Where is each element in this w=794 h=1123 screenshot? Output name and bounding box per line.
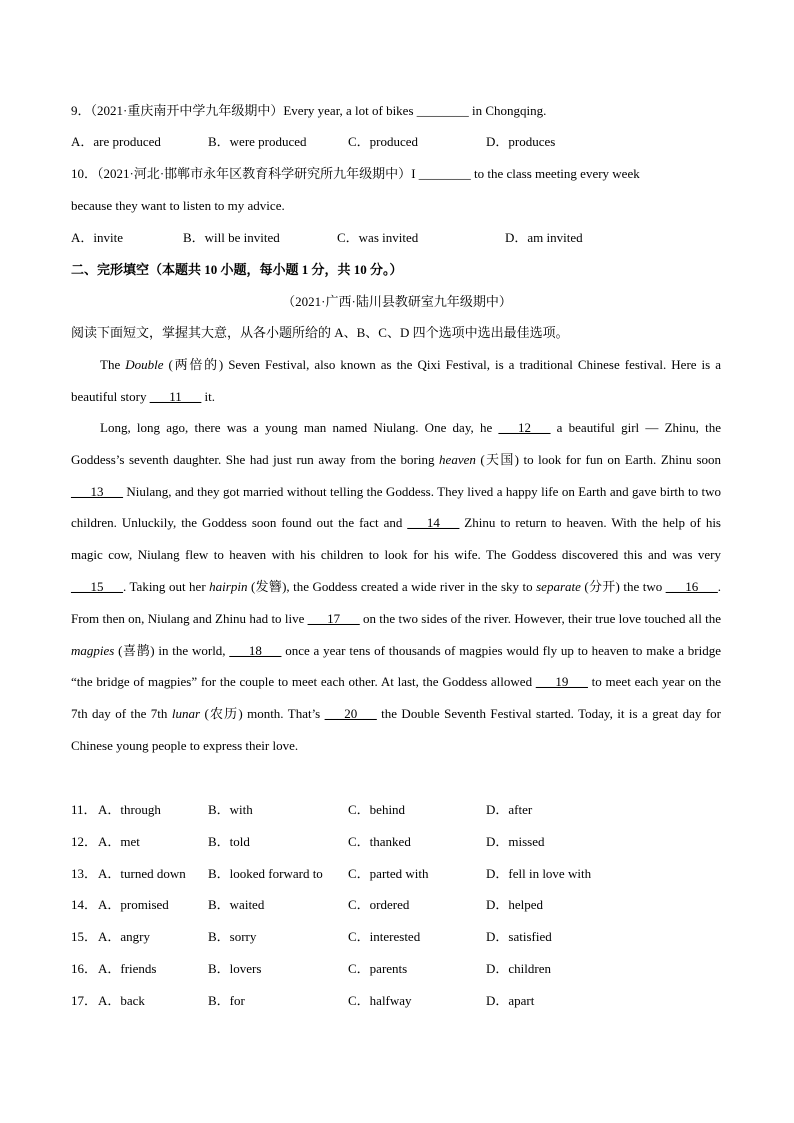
- passage-text: . Taking out her: [123, 578, 210, 594]
- section-source: （2021·广西·陆川县教研室九年级期中）: [282, 294, 512, 309]
- option-b: B．looked forward to: [208, 866, 323, 881]
- option-d: D．produces: [486, 134, 556, 149]
- question-number: 15．: [71, 929, 98, 944]
- blank-12: ___12___: [498, 420, 551, 435]
- option-a: A．met: [98, 834, 140, 849]
- option-b: B．sorry: [208, 929, 257, 944]
- blank-19: ___19___: [535, 674, 588, 690]
- passage-italic-word: hairpin: [209, 578, 248, 594]
- option-c: C．thanked: [348, 834, 411, 849]
- question-10: [71, 165, 640, 183]
- option-c: C．ordered: [348, 897, 410, 912]
- option-d: D．fell in love with: [486, 866, 592, 881]
- option-b: B．for: [208, 993, 245, 1008]
- passage-text: the Double Seventh Festival started. Today, it is a great day for Chinese young people to express their love.: [71, 706, 721, 753]
- passage-text: it.: [201, 388, 215, 404]
- option-a: A．friends: [98, 961, 157, 976]
- question-source: （2021·河北·邯郸市永年区教育科学研究所九年级期中）: [97, 166, 412, 181]
- passage-text: (喜鹊) in the world,: [114, 642, 230, 658]
- question-source: （2021·重庆南开中学九年级期中）: [90, 103, 284, 118]
- option-c: C．parents: [348, 961, 408, 976]
- option-c: C．produced: [348, 134, 419, 149]
- option-a: A．are produced: [71, 134, 161, 149]
- passage-text: (两倍的) Seven Festival, also known as the Qixi Festival, is a traditional Chinese festival. Here is a beautiful story: [71, 357, 721, 404]
- question-9: [71, 102, 546, 120]
- question-number: 12．: [71, 834, 98, 849]
- option-b: B．will be invited: [183, 230, 280, 245]
- blank-15: ___15___: [71, 578, 123, 594]
- passage-text: Long, long ago, there was a young man named Niulang. One day, he: [100, 420, 499, 435]
- question-text: Every year, a lot of bikes: [283, 103, 417, 118]
- passage-paragraph-2: [71, 412, 721, 762]
- option-a: A．promised: [98, 897, 169, 912]
- option-d: D．after: [486, 802, 533, 817]
- passage-paragraph-1: [71, 349, 721, 413]
- question-number: 16．: [71, 961, 98, 976]
- passage-text: (发簪), the Goddess created a wide river in the sky to: [247, 578, 537, 594]
- passage-text: once a year tens of thousands of magpies would fly up to heaven to make a bridge “the bridge of magpies” for the couple to meet each other. At last, the Goddess allowed: [71, 642, 721, 690]
- answer-blank: ________: [418, 166, 471, 181]
- passage-italic-word: heaven: [439, 451, 476, 467]
- option-d: D．apart: [486, 993, 535, 1008]
- option-d: D．helped: [486, 897, 544, 912]
- question-10-continued: because they want to listen to my advice.: [71, 198, 285, 213]
- option-c: C．halfway: [348, 993, 412, 1008]
- blank-17: ___17___: [307, 610, 360, 626]
- blank-16: ___16___: [665, 578, 718, 594]
- option-c: C．was invited: [337, 230, 419, 245]
- question-number: 10．: [71, 166, 98, 181]
- section-heading: 二、完形填空（本题共 10 小题，每小题 1 分，共 10 分。）: [71, 262, 403, 277]
- option-b: B．told: [208, 834, 250, 849]
- passage-text: (农历) month. That’s: [200, 706, 325, 722]
- option-a: A．through: [98, 802, 161, 817]
- passage-italic-word: magpies: [71, 642, 115, 658]
- blank-20: ___20___: [324, 706, 377, 722]
- question-number: 13．: [71, 866, 98, 881]
- blank-11: ___11___: [149, 388, 202, 404]
- option-c: C．behind: [348, 802, 406, 817]
- answer-blank: ________: [416, 103, 469, 118]
- option-a: A．angry: [98, 929, 150, 944]
- option-b: B．lovers: [208, 961, 262, 976]
- passage-text: (天国) to look for fun on Earth. Zhinu soon: [475, 451, 721, 467]
- option-c: C．interested: [348, 929, 421, 944]
- passage-text: Niulang, and they got married without telling the Goddess. They lived a happy life on Earth and gave birth to two children. Unluckily, the Goddess soon found out the fact and: [71, 483, 721, 531]
- option-b: B．were produced: [208, 134, 307, 149]
- passage-text: a beautiful girl — Zhinu, the Goddess’s seventh daughter. She had just run away from the boring: [71, 420, 721, 467]
- option-a: A．turned down: [98, 866, 186, 881]
- passage-text: Zhinu to return to heaven. With the help of his magic cow, Niulang flew to heaven with his children to look for his wife. The Goddess discovered this and was very: [71, 515, 721, 563]
- option-b: B．waited: [208, 897, 265, 912]
- passage-text: The: [100, 357, 126, 372]
- question-number: 9．: [71, 103, 91, 118]
- option-b: B．with: [208, 802, 253, 817]
- passage-italic-word: separate: [536, 578, 581, 594]
- question-number: 14．: [71, 897, 98, 912]
- passage-text: (分开) the two: [580, 578, 666, 594]
- blank-18: ___18___: [229, 642, 282, 658]
- question-number: 11．: [71, 802, 97, 817]
- passage-text: . From then on, Niulang and Zhinu had to live: [71, 578, 721, 626]
- option-c: C．parted with: [348, 866, 429, 881]
- blank-14: ___14___: [407, 515, 460, 531]
- section-instruction: 阅读下面短文，掌握其大意，从各小题所给的 A、B、C、D 四个选项中选出最佳选项。: [71, 325, 569, 340]
- passage-text: to meet each year on the 7th day of the 7th: [71, 674, 722, 722]
- option-d: D．missed: [486, 834, 545, 849]
- question-number: 17．: [71, 993, 98, 1008]
- passage-italic-word: lunar: [171, 706, 201, 722]
- passage-italic-word: Double: [125, 357, 164, 372]
- passage-text: on the two sides of the river. However, their true love touched all the: [359, 610, 721, 626]
- option-d: D．am invited: [505, 230, 583, 245]
- question-text: to the class meeting every week: [470, 166, 640, 181]
- option-a: A．back: [98, 993, 145, 1008]
- option-d: D．children: [486, 961, 551, 976]
- blank-13: ___13___: [71, 483, 123, 499]
- option-a: A．invite: [71, 230, 123, 245]
- question-text: I: [411, 166, 419, 181]
- option-d: D．satisfied: [486, 929, 552, 944]
- question-text: in Chongqing.: [468, 103, 547, 118]
